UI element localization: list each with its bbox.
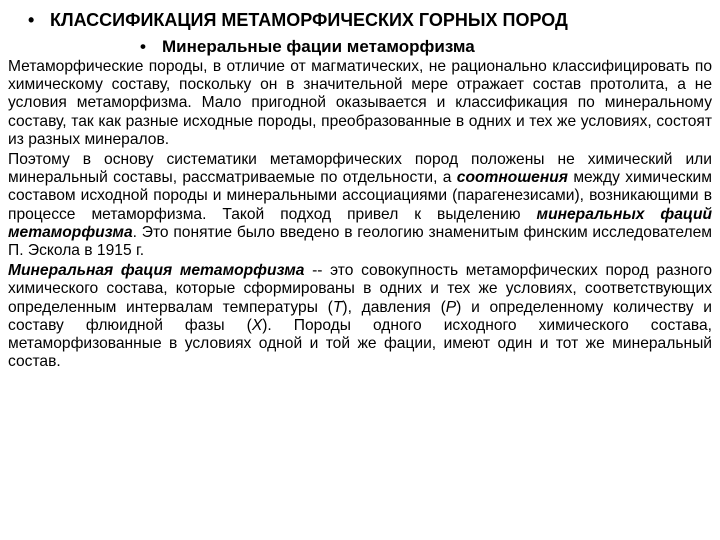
- p3-text-b: -- это совокупность метаморфических пород разного химического состава, которые сформированы в одних и тех же условиях, соответствующих определенным интервалам температуры (: [8, 262, 712, 316]
- p2-text-e: . Это понятие было введено в геологию знаменитым финским исследователем П. Эскола в 1915 г.: [8, 223, 712, 260]
- p3-text-d: ) и определенному количеству и составу флюидной фазы (: [8, 298, 712, 334]
- p3-symbol-t: T: [332, 298, 343, 316]
- subtitle-text: Минеральные фации метаморфизма: [162, 37, 475, 56]
- p3-term: Минеральная фация метаморфизма: [8, 262, 305, 280]
- subtitle-bullet: •: [140, 37, 146, 56]
- title-text: КЛАССИФИКАЦИЯ МЕТАМОРФИЧЕСКИХ ГОРНЫХ ПОРОД: [50, 10, 568, 30]
- p3-symbol-p: P: [445, 298, 457, 316]
- paragraph-3: [8, 262, 712, 371]
- p2-emphasis-ratio: соотношения: [456, 169, 568, 187]
- title-bullet: •: [28, 10, 35, 30]
- p2-text-c: между химическим составом исходной породы и минеральными ассоциациями (парагенезисами), возникающими в процессе метаморфизма. Такой подход привел к выделению: [8, 169, 712, 223]
- p3-symbol-x: X: [251, 316, 263, 334]
- p2-emphasis-facies: минеральных фаций метаморфизма: [8, 205, 712, 241]
- slide-body: [8, 58, 712, 373]
- p2-text-a: Поэтому в основу систематики метаморфических пород положены не химический или минеральный составы, рассматриваемые по отдельности, а: [8, 151, 712, 187]
- slide-subtitle: [140, 36, 700, 58]
- slide-title: [28, 8, 692, 32]
- paragraph-2: [8, 151, 712, 260]
- p3-text-c: ), давления (: [342, 298, 446, 316]
- p3-text-e: ). Породы одного исходного химического состава, метаморфизованные в условиях одной и той же фации, имеют один и тот же минеральный состав.: [8, 316, 713, 371]
- paragraph-1: Метаморфические породы, в отличие от магматических, не рационально классифицировать по химическому составу, поскольку он в значительной мере отражает состав протолита, а не условия метаморфизма. Мало пригодной оказывается и классификация по минеральному составу, так как разные исходные породы, преобразованные в одних и тех же условиях, состоят из разных минералов.: [8, 58, 712, 148]
